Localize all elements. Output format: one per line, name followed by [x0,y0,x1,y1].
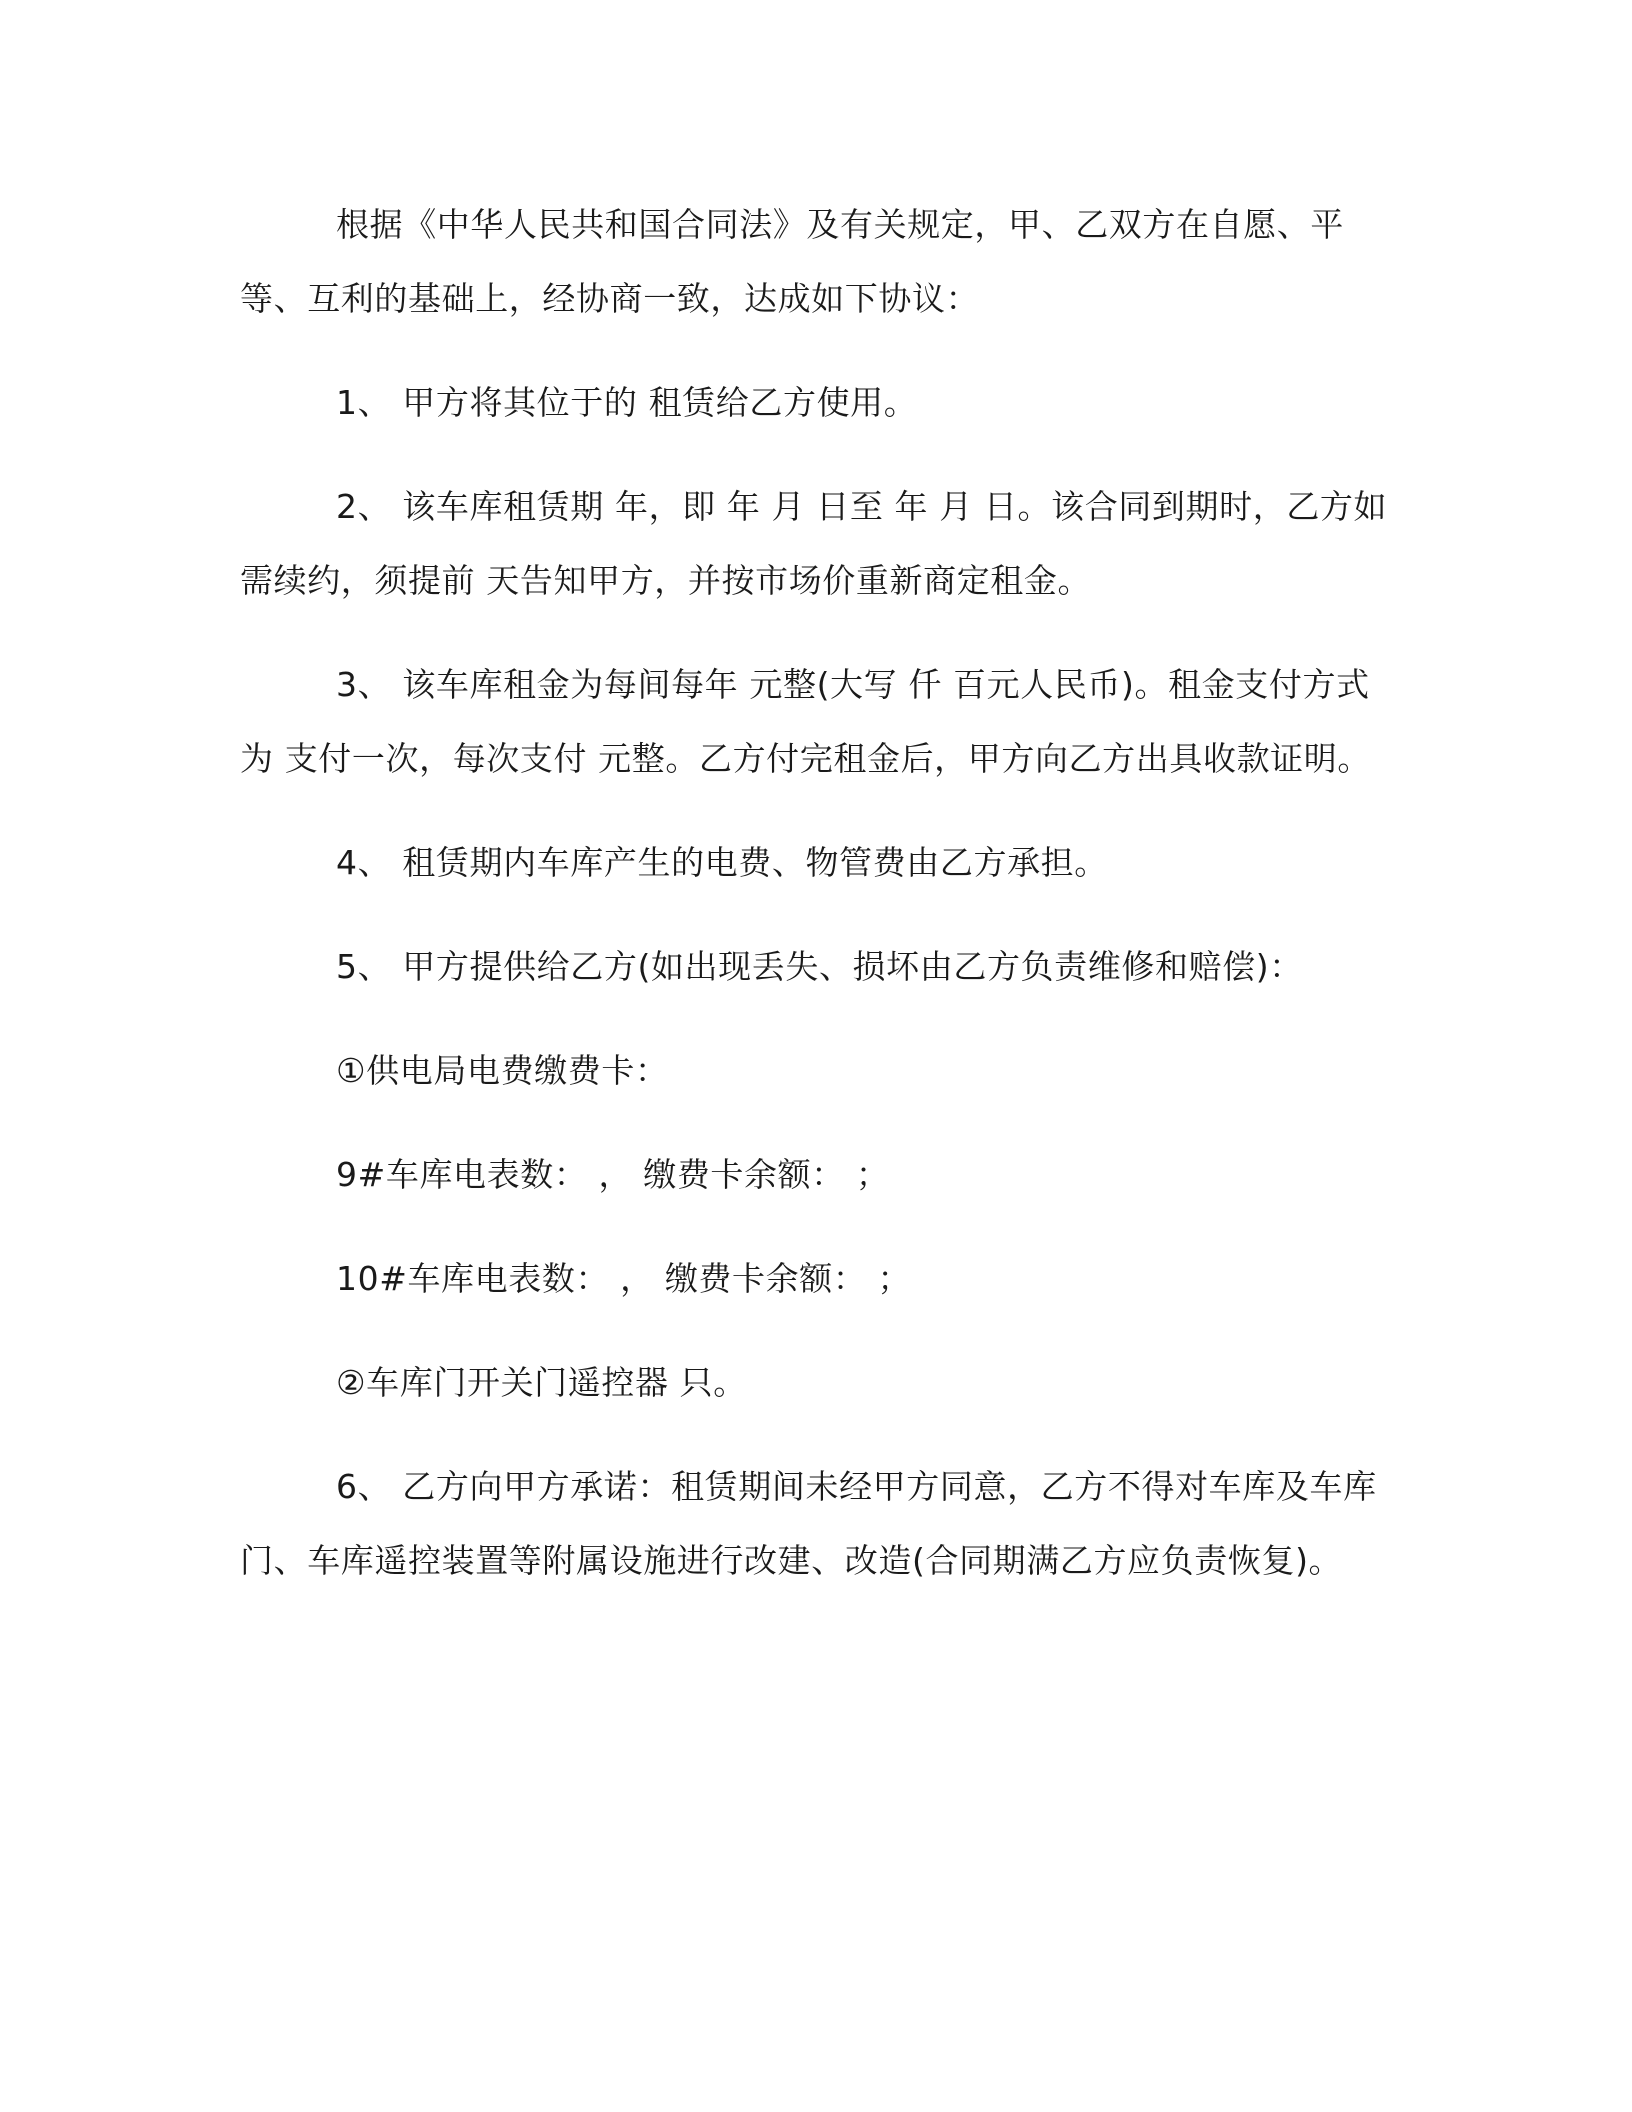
document-body [240,188,1390,1628]
clause-5-item-2: ②车库门开关门遥控器 只。 [336,1363,747,1402]
clause-1: 1、 甲方将其位于的 租赁给乙方使用。 [336,383,918,422]
clause-3: 3、 该车库租金为每间每年 元整(大写 仟 百元人民币)。租金支付方式为 支付一次，每次支付 元整。乙方付完租金后，甲方向乙方出具收款证明。 [240,665,1371,778]
clause-4: 4、 租赁期内车库产生的电费、物管费由乙方承担。 [336,843,1108,882]
garage-10-meter-line: 10#车库电表数： ， 缴费卡余额： ； [336,1259,912,1298]
clause-6: 6、 乙方向甲方承诺：租赁期间未经甲方同意，乙方不得对车库及车库门、车库遥控装置等附属设施进行改建、改造(合同期满乙方应负责恢复)。 [240,1467,1377,1580]
intro-paragraph: 根据《中华人民共和国合同法》及有关规定，甲、乙双方在自愿、平等、互利的基础上，经协商一致，达成如下协议： [240,205,1344,318]
garage-9-meter-line: 9#车库电表数： ， 缴费卡余额： ； [336,1155,890,1194]
clause-5: 5、 甲方提供给乙方(如出现丢失、损坏由乙方负责维修和赔偿)： [336,947,1303,986]
clause-5-item-1: ①供电局电费缴费卡： [336,1051,669,1090]
clause-2: 2、 该车库租赁期 年，即 年 月 日至 年 月 日。该合同到期时，乙方如需续约，须提前 天告知甲方，并按市场价重新商定租金。 [240,487,1388,600]
